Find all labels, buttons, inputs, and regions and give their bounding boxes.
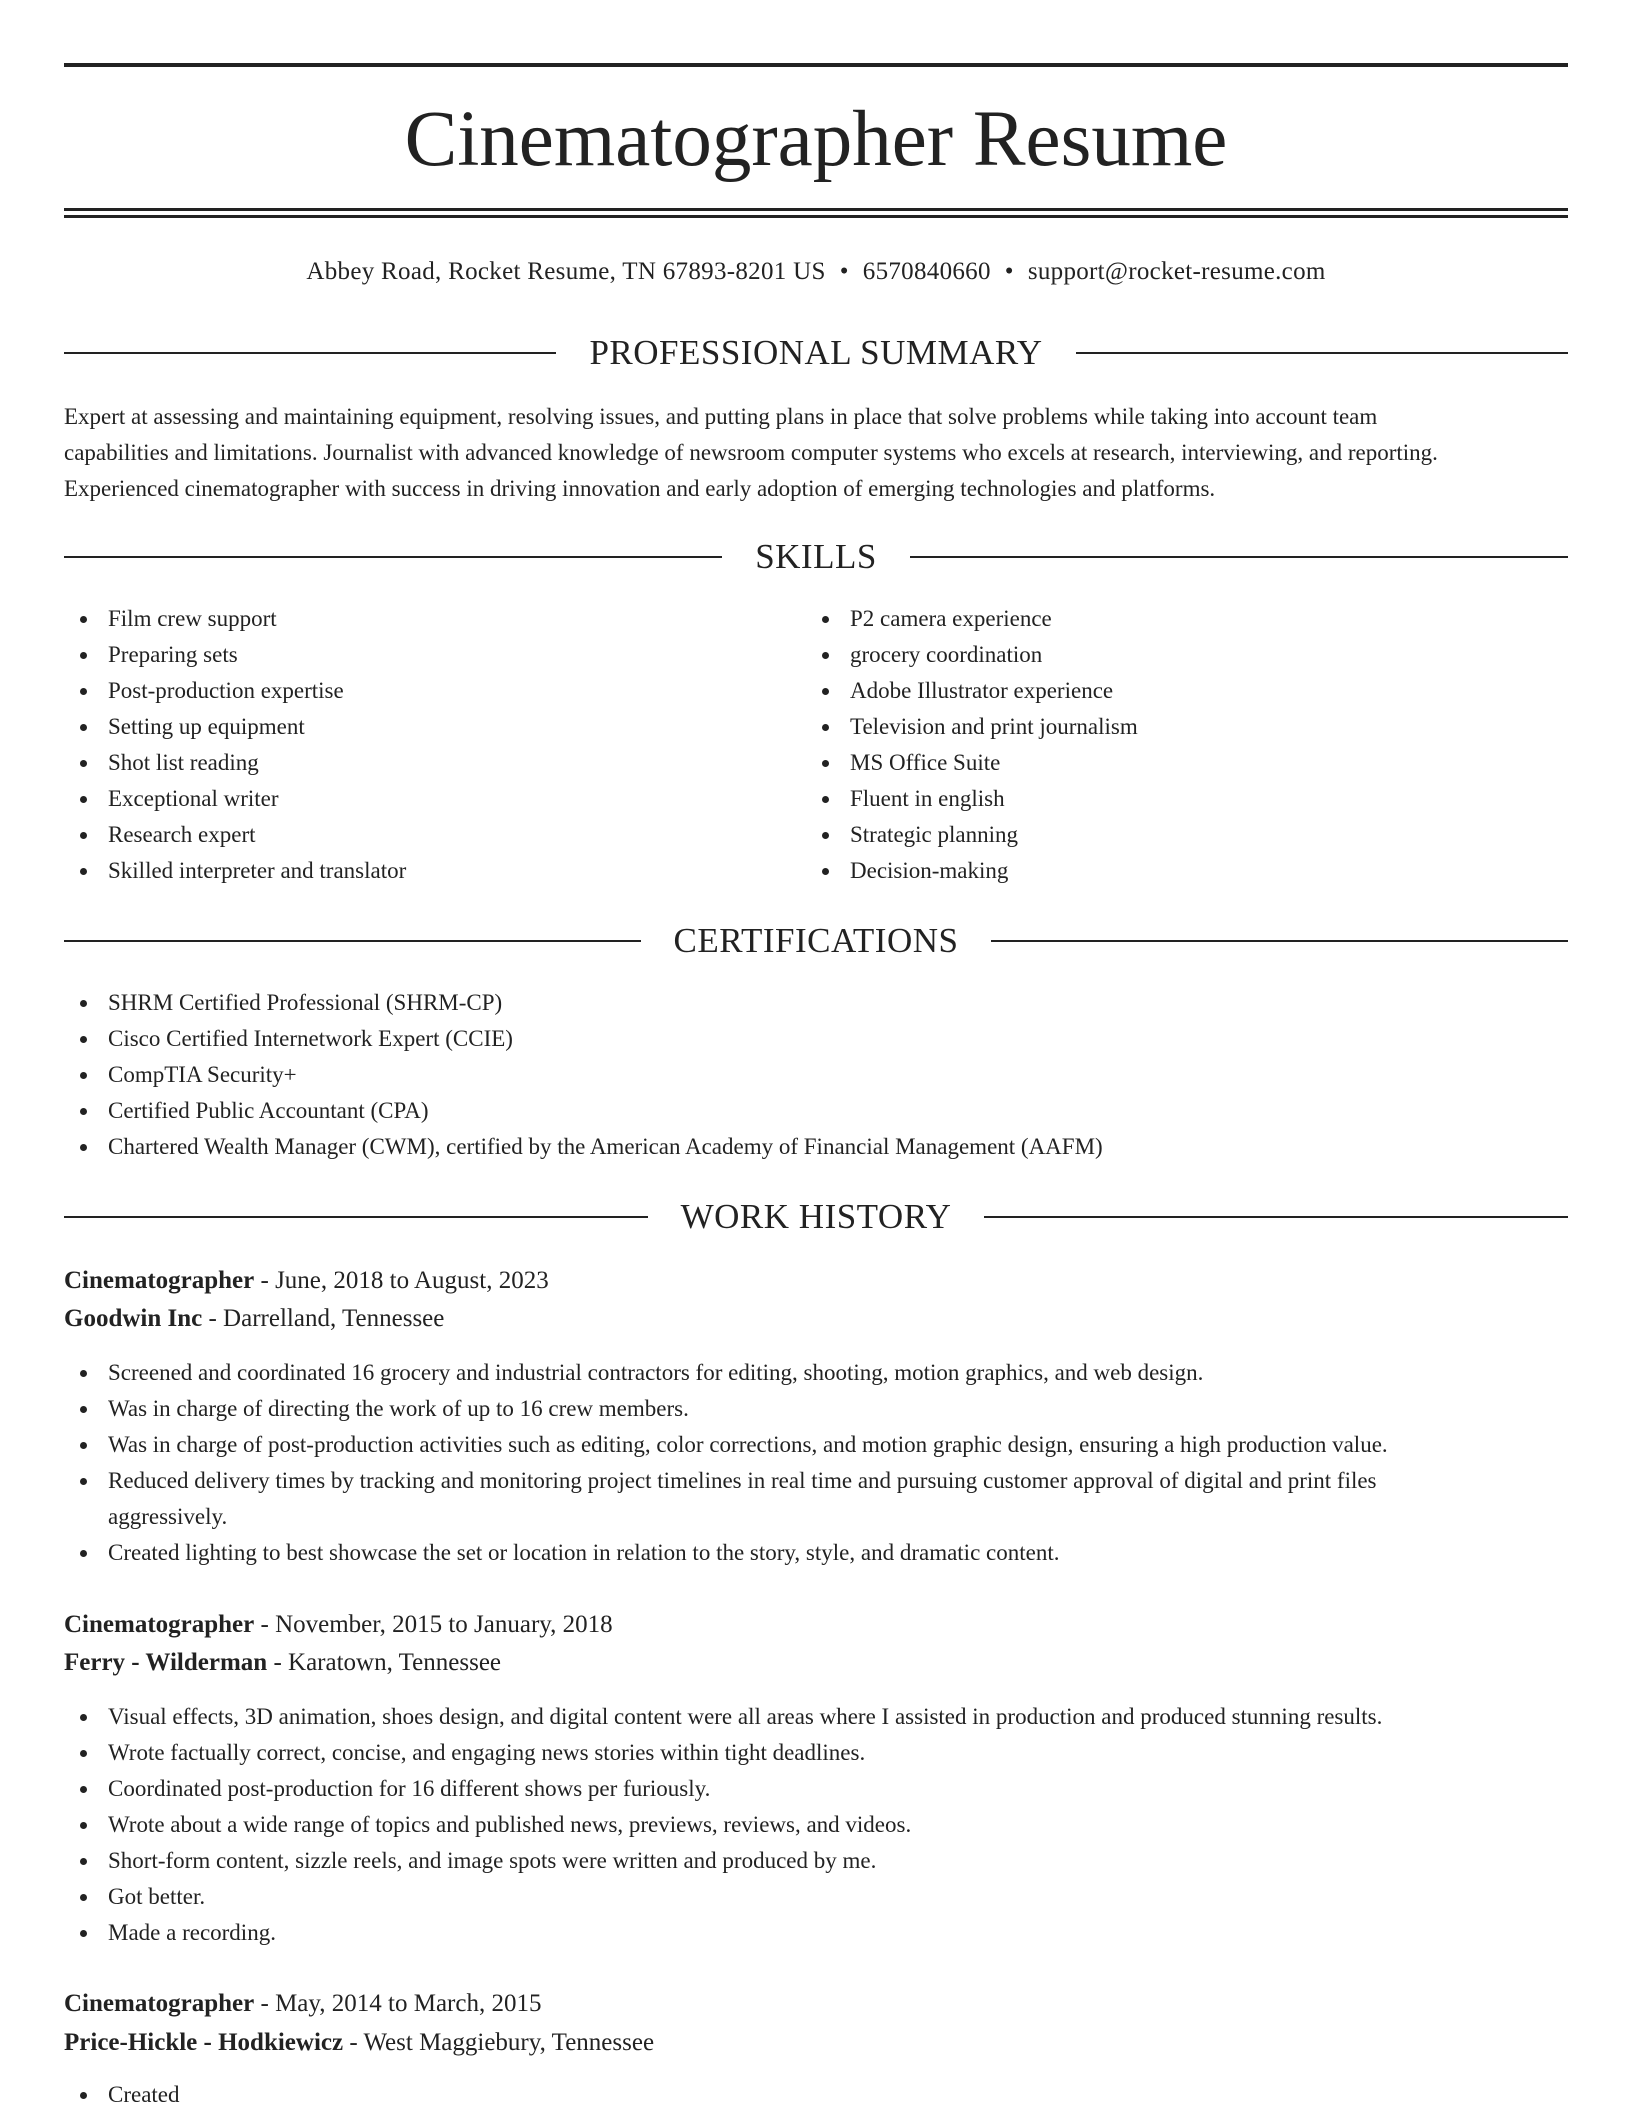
section-title: CERTIFICATIONS — [673, 921, 959, 960]
certification-item: Certified Public Accountant (CPA) — [64, 1093, 1568, 1129]
job-bullet: Screened and coordinated 16 grocery and industrial contractors for editing, shooting, motion graphics, and web design. — [64, 1355, 1568, 1391]
job-bullet: Created — [64, 2077, 1568, 2113]
skill-item: Exceptional writer — [64, 781, 794, 817]
job-bullets — [64, 1699, 1568, 1951]
summary-line: capabilities and limitations. Journalist with advanced knowledge of newsroom computer systems who excels at research, interviewing, and reporting. — [64, 440, 1438, 465]
section-title: PROFESSIONAL SUMMARY — [589, 333, 1043, 372]
job-dates: - November, 2015 to January, 2018 — [254, 1611, 613, 1638]
certification-item: Cisco Certified Internetwork Expert (CCIE) — [64, 1021, 1568, 1057]
resume-title: Cinematographer Resume — [404, 96, 1228, 183]
heading-rule — [1076, 352, 1568, 354]
job-title-line — [64, 1985, 1568, 2023]
job-role: Cinematographer — [64, 1267, 255, 1294]
job-location: - West Maggiebury, Tennessee — [343, 2029, 655, 2056]
contact-email: support@rocket-resume.com — [1027, 258, 1326, 285]
section-title: SKILLS — [755, 537, 877, 576]
skill-item: Fluent in english — [806, 781, 1566, 817]
section-heading-certifications — [64, 917, 1568, 965]
skill-item: Skilled interpreter and translator — [64, 853, 794, 889]
section-heading-work-history — [64, 1193, 1568, 1241]
job-bullet: Visual effects, 3D animation, shoes design, and digital content were all areas where I assisted in production and produced stunning results. — [64, 1699, 1568, 1735]
job-bullet — [64, 1463, 1568, 1535]
summary-line: Experienced cinematographer with success in driving innovation and early adoption of emerging technologies and platforms. — [64, 476, 1216, 501]
heading-rule — [64, 1216, 648, 1218]
skill-item: MS Office Suite — [806, 745, 1566, 781]
certification-item: Chartered Wealth Manager (CWM), certified by the American Academy of Financial Management (AAFM) — [64, 1129, 1568, 1165]
job-company-line — [64, 2024, 1568, 2062]
skill-item: grocery coordination — [806, 637, 1566, 673]
skills-list-left — [64, 601, 794, 889]
job-location: - Darrelland, Tennessee — [202, 1305, 445, 1332]
heading-rule — [64, 556, 722, 558]
job-dates: - June, 2018 to August, 2023 — [254, 1267, 549, 1294]
skill-item: P2 camera experience — [806, 601, 1566, 637]
job-bullet: Coordinated post-production for 16 different shows per furiously. — [64, 1771, 1568, 1807]
job-role: Cinematographer — [64, 1990, 255, 2017]
top-rule — [64, 63, 1568, 67]
section-heading-skills — [64, 533, 1568, 581]
job-title-line — [64, 1606, 1568, 1644]
job-location: - Karatown, Tennessee — [267, 1649, 502, 1676]
job-bullet: Wrote factually correct, concise, and engaging news stories within tight deadlines. — [64, 1735, 1568, 1771]
job-company: Goodwin Inc — [64, 1305, 203, 1332]
title-rule-upper — [64, 208, 1568, 211]
heading-rule — [991, 940, 1568, 942]
certifications-list — [64, 985, 1568, 1165]
contact-line — [64, 254, 1568, 290]
skill-item: Television and print journalism — [806, 709, 1566, 745]
job-role: Cinematographer — [64, 1611, 255, 1638]
job-bullet-line: Reduced delivery times by tracking and monitoring project timelines in real time and pursuing customer approval of digital and print files — [108, 1468, 1377, 1493]
skill-item: Strategic planning — [806, 817, 1566, 853]
job-dates: - May, 2014 to March, 2015 — [254, 1990, 542, 2017]
job-bullets — [64, 1355, 1568, 1571]
skill-item: Shot list reading — [64, 745, 794, 781]
certification-item: CompTIA Security+ — [64, 1057, 1568, 1093]
job-company-line — [64, 1644, 1568, 1682]
job-bullet: Created lighting to best showcase the set or location in relation to the story, style, and dramatic content. — [64, 1535, 1568, 1571]
contact-address: Abbey Road, Rocket Resume, TN 67893-8201 US — [306, 258, 826, 285]
skill-item: Film crew support — [64, 601, 794, 637]
contact-separator: • — [1004, 258, 1014, 285]
job-bullet: Got better. — [64, 1879, 1568, 1915]
summary-paragraph — [64, 399, 1568, 507]
skill-item: Research expert — [64, 817, 794, 853]
heading-rule — [984, 1216, 1568, 1218]
heading-rule — [64, 352, 556, 354]
job-company: Price-Hickle - Hodkiewicz — [64, 2029, 344, 2056]
summary-line: Expert at assessing and maintaining equipment, resolving issues, and putting plans in place that solve problems while taking into account team — [64, 404, 1378, 429]
contact-separator: • — [839, 258, 849, 285]
job-bullet: Made a recording. — [64, 1915, 1568, 1951]
skill-item: Decision-making — [806, 853, 1566, 889]
job-company-line — [64, 1300, 1568, 1338]
job-bullet: Wrote about a wide range of topics and published news, previews, reviews, and videos. — [64, 1807, 1568, 1843]
section-title: WORK HISTORY — [680, 1197, 952, 1236]
heading-rule — [64, 940, 641, 942]
title-rule-lower — [64, 215, 1568, 218]
section-heading-summary — [64, 329, 1568, 377]
skill-item: Preparing sets — [64, 637, 794, 673]
job-company: Ferry - Wilderman — [64, 1649, 268, 1676]
job-bullet: Was in charge of post-production activities such as editing, color corrections, and motion graphic design, ensuring a high production value. — [64, 1427, 1568, 1463]
job-title-line — [64, 1262, 1568, 1300]
job-bullets — [64, 2077, 1568, 2113]
heading-rule — [910, 556, 1568, 558]
skill-item: Adobe Illustrator experience — [806, 673, 1566, 709]
skill-item: Setting up equipment — [64, 709, 794, 745]
job-bullet: Short-form content, sizzle reels, and image spots were written and produced by me. — [64, 1843, 1568, 1879]
job-bullet: Was in charge of directing the work of up to 16 crew members. — [64, 1391, 1568, 1427]
job-bullet-line: aggressively. — [108, 1504, 228, 1529]
certification-item: SHRM Certified Professional (SHRM-CP) — [64, 985, 1568, 1021]
skill-item: Post-production expertise — [64, 673, 794, 709]
contact-phone: 6570840660 — [862, 258, 991, 285]
skills-list-right — [806, 601, 1566, 889]
